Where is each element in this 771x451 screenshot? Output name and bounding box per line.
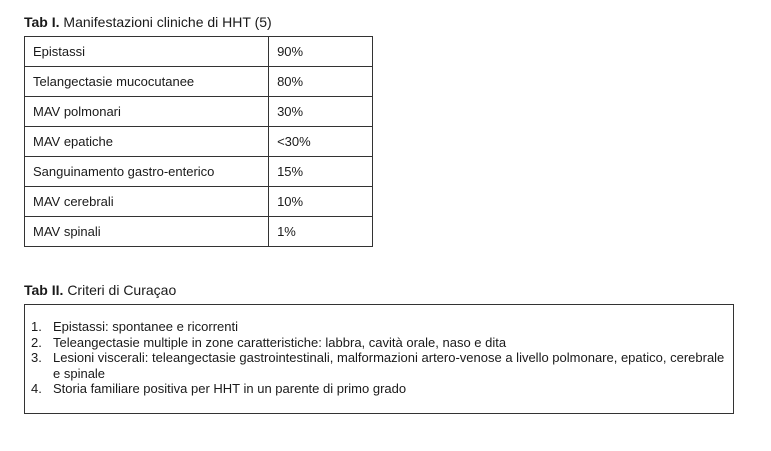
- list-item: [31, 335, 733, 351]
- item-text: Epistassi: spontanee e ricorrenti: [53, 319, 238, 334]
- table-row: [25, 37, 373, 67]
- frequency-cell: 15%: [269, 157, 373, 187]
- item-number: 3.: [31, 350, 42, 365]
- table2-title: Criteri di Curaçao: [67, 282, 177, 298]
- table-row: [25, 97, 373, 127]
- list-item: [31, 350, 733, 381]
- manifestation-cell: Telangectasie mucocutanee: [25, 67, 269, 97]
- item-text: Storia familiare positiva per HHT in un parente di primo grado: [53, 381, 407, 396]
- item-number: 4.: [31, 381, 42, 396]
- frequency-cell: 80%: [269, 67, 373, 97]
- table-row: [25, 67, 373, 97]
- criteria-list: [31, 319, 733, 397]
- manifestation-cell: Sanguinamento gastro-enterico: [25, 157, 269, 187]
- manifestation-cell: MAV cerebrali: [25, 187, 269, 217]
- frequency-cell: 10%: [269, 187, 373, 217]
- clinical-manifestations-table: [24, 36, 373, 247]
- table-row: [25, 127, 373, 157]
- table2-label: Tab II.: [24, 282, 64, 298]
- frequency-cell: 1%: [269, 217, 373, 247]
- table1-title: Manifestazioni cliniche di HHT (5): [63, 14, 272, 30]
- frequency-cell: 90%: [269, 37, 373, 67]
- item-number: 1.: [31, 319, 42, 334]
- item-text: Teleangectasie multiple in zone caratteristiche: labbra, cavità orale, naso e dita: [53, 334, 507, 350]
- frequency-cell: <30%: [269, 127, 373, 157]
- manifestation-cell: MAV spinali: [25, 217, 269, 247]
- table-row: [25, 217, 373, 247]
- table2-caption: [24, 282, 176, 298]
- manifestation-cell: MAV polmonari: [25, 97, 269, 127]
- table1-caption: [24, 14, 272, 30]
- item-number: 2.: [31, 334, 42, 350]
- manifestation-cell: MAV epatiche: [25, 127, 269, 157]
- table-row: [25, 187, 373, 217]
- curacao-criteria-box: [24, 304, 734, 414]
- list-item: [31, 319, 733, 335]
- manifestation-cell: Epistassi: [25, 37, 269, 67]
- table1-label: Tab I.: [24, 14, 60, 30]
- list-item: [31, 381, 733, 397]
- table-row: [25, 157, 373, 187]
- item-text: Lesioni viscerali: teleangectasie gastrointestinali, malformazioni artero-venose a livello polmonare, epatico, cerebrale e spinale: [53, 350, 725, 381]
- frequency-cell: 30%: [269, 97, 373, 127]
